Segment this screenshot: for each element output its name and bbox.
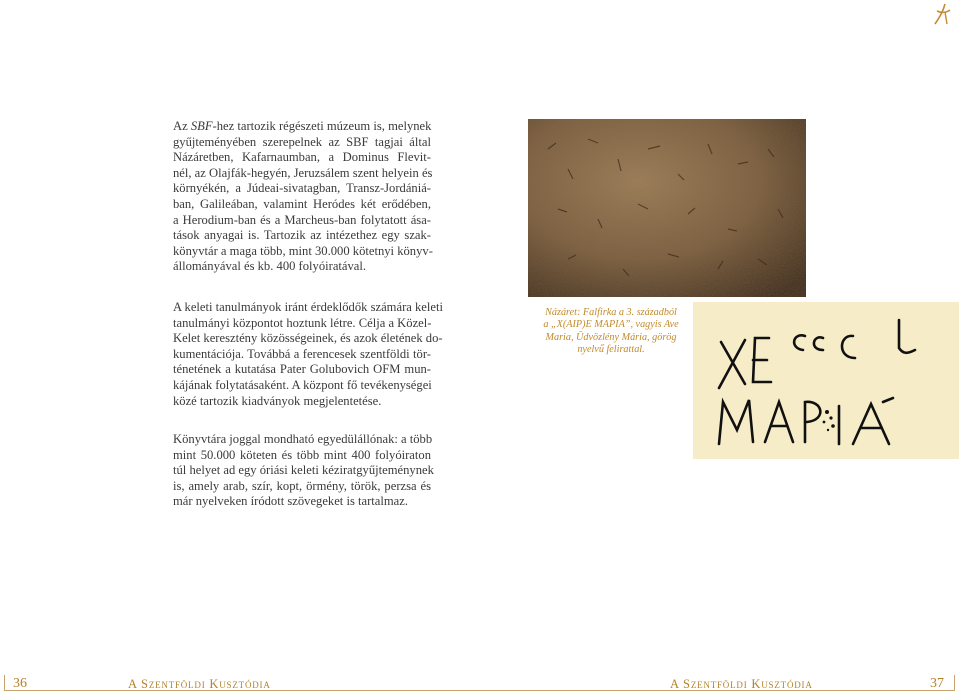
caption-line: a „X(AIP)E MAPIA”, vagyis Ave (543, 319, 679, 331)
footer-left (0, 673, 480, 693)
text-line: Názáretben, Kafarnaumban, a Dominus Flevit- (173, 150, 431, 165)
text-line: kumentációja. Továbbá a ferencesek szentföldi tör- (173, 346, 431, 361)
text-line: környékén, a Júdeai-sivatagban, Transz-Jordániá- (173, 181, 431, 196)
text-line: is, amely arab, szír, kopt, örmény, török, perzsa és (173, 478, 431, 493)
text-line: nél, az Olajfák-hegyén, Jeruzsálem szent helyein és (173, 165, 433, 180)
text-line: Kelet keresztény közösségeinek, és azok életének do- (173, 331, 443, 346)
graffiti-stone-photo (528, 119, 806, 297)
inscription-sketch (693, 302, 959, 459)
inscription-drawing (693, 302, 959, 459)
text-line: A keleti tanulmányok iránt érdeklődők számára keleti (173, 300, 443, 314)
caption-line: nyelvű felirattal. (577, 343, 645, 355)
caption-line: Názáret: Falfirka a 3. századból (545, 307, 677, 318)
paragraph-museum (173, 119, 431, 275)
paragraph-library (173, 432, 434, 510)
text-line: tanulmányi központot hoztunk létre. Célja a Közel- (173, 315, 432, 330)
text-line: már nyelveken íródott szövegeket is tartalmaz. (173, 494, 408, 509)
corner-ornament-icon (931, 2, 953, 26)
text-line: könyvtár a maga több, mint 30.000 kötetnyi könyv- (173, 243, 433, 258)
caption-line: Maria, Üdvözlény Mária, görög (545, 331, 677, 343)
text-line: túl helyet ad egy óriási keleti kéziratgyűjteménynek (173, 463, 434, 478)
text-line: Könyvtára joggal mondható egyedülállónak: a több (173, 432, 433, 446)
page-number-right: 37 (930, 676, 944, 691)
text-line: mint 50.000 köteten és több mint 400 folyóiraton (173, 447, 431, 462)
running-title-right: A Szentföldi Kusztódia (670, 677, 813, 691)
footer-right (480, 673, 959, 693)
paragraph-oriental-studies (173, 300, 443, 409)
text-line: gyűjteményében szerepelnek az SBF tagjai által (173, 134, 431, 149)
page-number-left: 36 (13, 676, 27, 691)
text-line: ban, Galileában, valamint Heródes két erődében, (173, 196, 431, 211)
stone-texture (528, 119, 806, 297)
text-line: Az SBF-hez tartozik régészeti múzeum is, melynek (173, 119, 432, 133)
text-line: állományával és kb. 400 folyóiratával. (173, 259, 367, 274)
text-line: kájának folytatásaként. A központ fő tevékenységei (173, 377, 432, 392)
text-line: tások anyagai is. Tartozik az intézethez egy szak- (173, 228, 431, 243)
text-line: ténetének a kutatása Pater Golubovich OFM mun- (173, 362, 431, 377)
text-line: a Herodium-ban és a Marcheus-ban folytatott ása- (173, 212, 431, 227)
photo-caption (536, 307, 686, 356)
text-line: közé tartozik kiadványok megjelentetése. (173, 393, 382, 408)
running-title-left: A Szentföldi Kusztódia (128, 677, 271, 691)
